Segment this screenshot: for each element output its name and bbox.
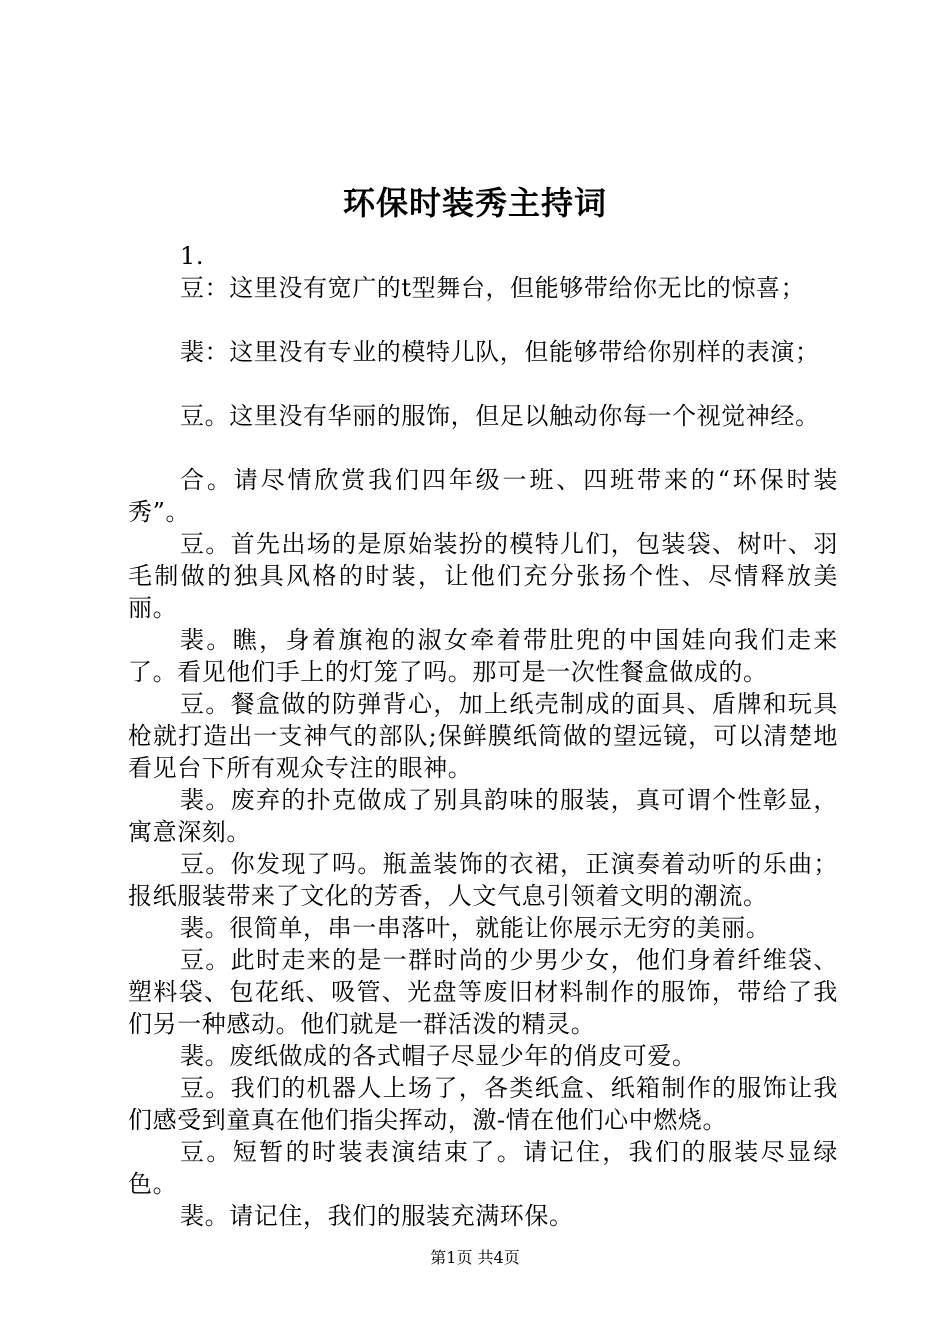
paragraph: 1. [180,242,205,270]
paragraph: 豆。短暂的时装表演结束了。请记住，我们的服装尽显绿色。 [128,1138,838,1198]
paragraph: 裴：这里没有专业的模特儿队，但能够带给你别样的表演； [180,338,820,366]
paragraph: 合。请尽情欣赏我们四年级一班、四班带来的“环保时装秀”。 [128,466,838,526]
paragraph: 裴。请记住，我们的服装充满环保。 [180,1202,574,1230]
paragraph: 裴。瞧，身着旗袍的淑女牵着带肚兜的中国娃向我们走来了。看见他们手上的灯笼了吗。那可是一次性餐盒做成的。 [128,626,838,686]
paragraph: 裴。很简单，串一串落叶，就能让你展示无穷的美丽。 [180,914,771,942]
paragraph: 豆。我们的机器人上场了，各类纸盒、纸箱制作的服饰让我们感受到童真在他们指尖挥动，激-情在他们心中燃烧。 [128,1074,838,1134]
paragraph: 豆：这里没有宽广的t型舞台，但能够带给你无比的惊喜； [180,274,806,302]
paragraph: 裴。废纸做成的各式帽子尽显少年的俏皮可爱。 [180,1042,697,1070]
page-footer: 第1页 共4页 [430,1248,520,1267]
paragraph: 裴。废弃的扑克做成了别具韵味的服装，真可谓个性彰显，寓意深刻。 [128,786,838,846]
paragraph: 豆。餐盒做的防弹背心，加上纸壳制成的面具、盾牌和玩具枪就打造出一支神气的部队;保鲜膜纸筒做的望远镜，可以清楚地看见台下所有观众专注的眼神。 [128,690,838,782]
paragraph: 豆。这里没有华丽的服饰，但足以触动你每一个视觉神经。 [180,402,820,430]
paragraph: 豆。你发现了吗。瓶盖装饰的衣裙，正演奏着动听的乐曲；报纸服装带来了文化的芳香，人文气息引领着文明的潮流。 [128,850,838,910]
document-body [128,240,838,1232]
paragraph: 豆。此时走来的是一群时尚的少男少女，他们身着纤维袋、塑料袋、包花纸、吸管、光盘等废旧材料制作的服饰，带给了我们另一种感动。他们就是一群活泼的精灵。 [128,946,838,1038]
paragraph: 豆。首先出场的是原始装扮的模特儿们，包装袋、树叶、羽毛制做的独具风格的时装，让他们充分张扬个性、尽情释放美丽。 [128,530,838,622]
document-title: 环保时装秀主持词 [342,184,607,222]
